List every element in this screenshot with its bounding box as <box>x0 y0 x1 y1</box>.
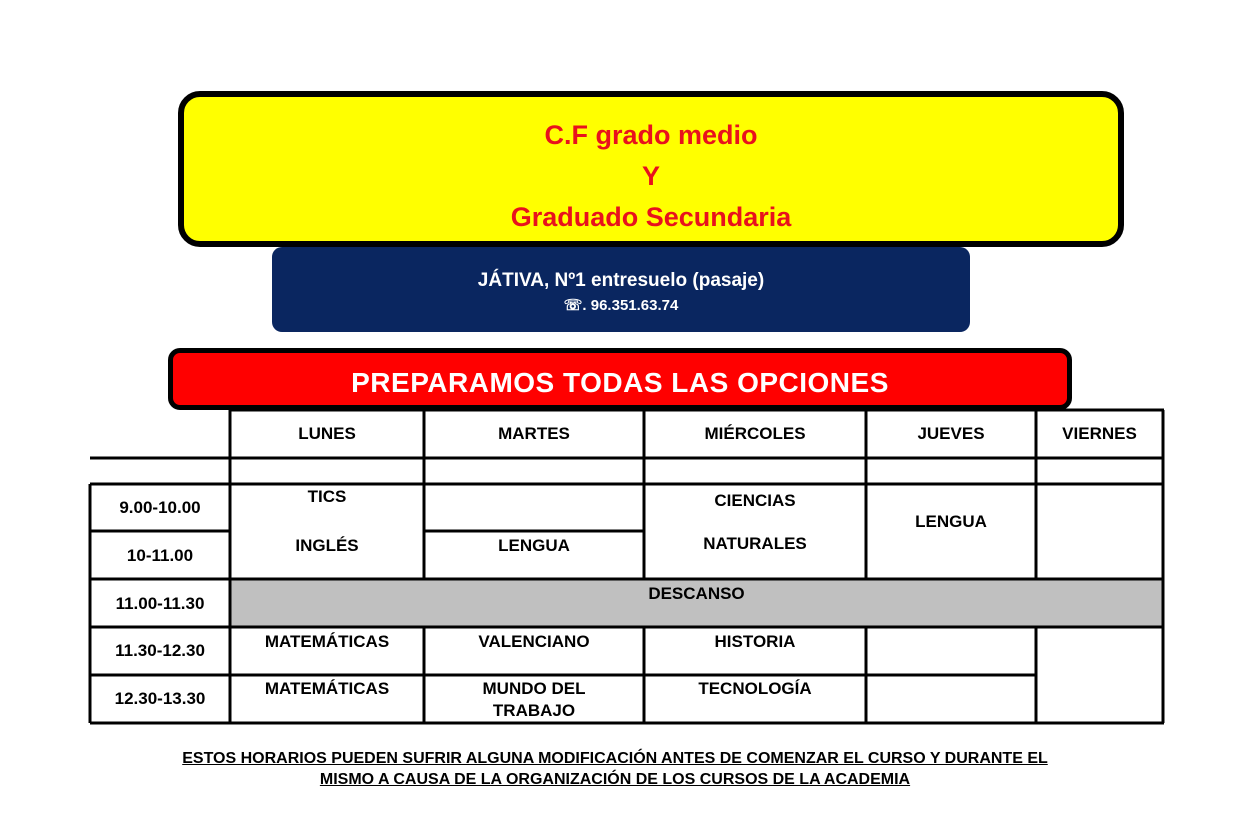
day-header-lunes: LUNES <box>298 424 356 443</box>
class-tecnologia: TECNOLOGÍA <box>698 679 812 698</box>
class-tics: TICS <box>307 487 347 506</box>
address: JÁTIVA, Nº1 entresuelo (pasaje) <box>477 270 765 291</box>
disclaimer <box>100 748 1130 790</box>
disclaimer-line-2: MISMO A CAUSA DE LA ORGANIZACIÓN DE LOS CURSOS DE LA ACADEMIA <box>319 771 911 788</box>
time-slot-5: 12.30-13.30 <box>114 689 206 708</box>
class-historia: HISTORIA <box>714 632 796 651</box>
time-slot-1: 9.00-10.00 <box>119 498 201 517</box>
title-line-2: Y <box>641 161 660 191</box>
class-matematicas-1: MATEMÁTICAS <box>264 632 390 651</box>
phone-number: ☏. 96.351.63.74 <box>563 297 679 314</box>
break-label: DESCANSO <box>648 584 745 603</box>
options-banner: PREPARAMOS TODAS LAS OPCIONES <box>168 348 1072 410</box>
class-trabajo: TRABAJO <box>492 701 576 720</box>
time-slot-4: 11.30-12.30 <box>115 641 205 660</box>
time-slot-3: 11.00-11.30 <box>115 594 205 613</box>
class-matematicas-2: MATEMÁTICAS <box>264 679 390 698</box>
class-mundo-del: MUNDO DEL <box>482 679 586 698</box>
day-header-miercoles: MIÉRCOLES <box>704 424 806 443</box>
class-ciencias: CIENCIAS <box>714 491 796 510</box>
class-ingles: INGLÉS <box>295 536 359 555</box>
class-valenciano: VALENCIANO <box>478 632 590 651</box>
disclaimer-line-1: ESTOS HORARIOS PUEDEN SUFRIR ALGUNA MODIFICACIÓN ANTES DE COMENZAR EL CURSO Y DURANTE EL <box>182 750 1048 767</box>
title-line-1: C.F grado medio <box>544 120 758 150</box>
title-line-3: Graduado Secundaria <box>510 202 792 232</box>
day-header-viernes: VIERNES <box>1062 424 1137 443</box>
class-lengua-jueves: LENGUA <box>915 512 987 531</box>
day-header-jueves: JUEVES <box>917 424 985 443</box>
class-lengua-martes: LENGUA <box>498 536 570 555</box>
day-header-martes: MARTES <box>498 424 570 443</box>
class-naturales: NATURALES <box>703 534 807 553</box>
time-slot-2: 10-11.00 <box>126 546 194 565</box>
